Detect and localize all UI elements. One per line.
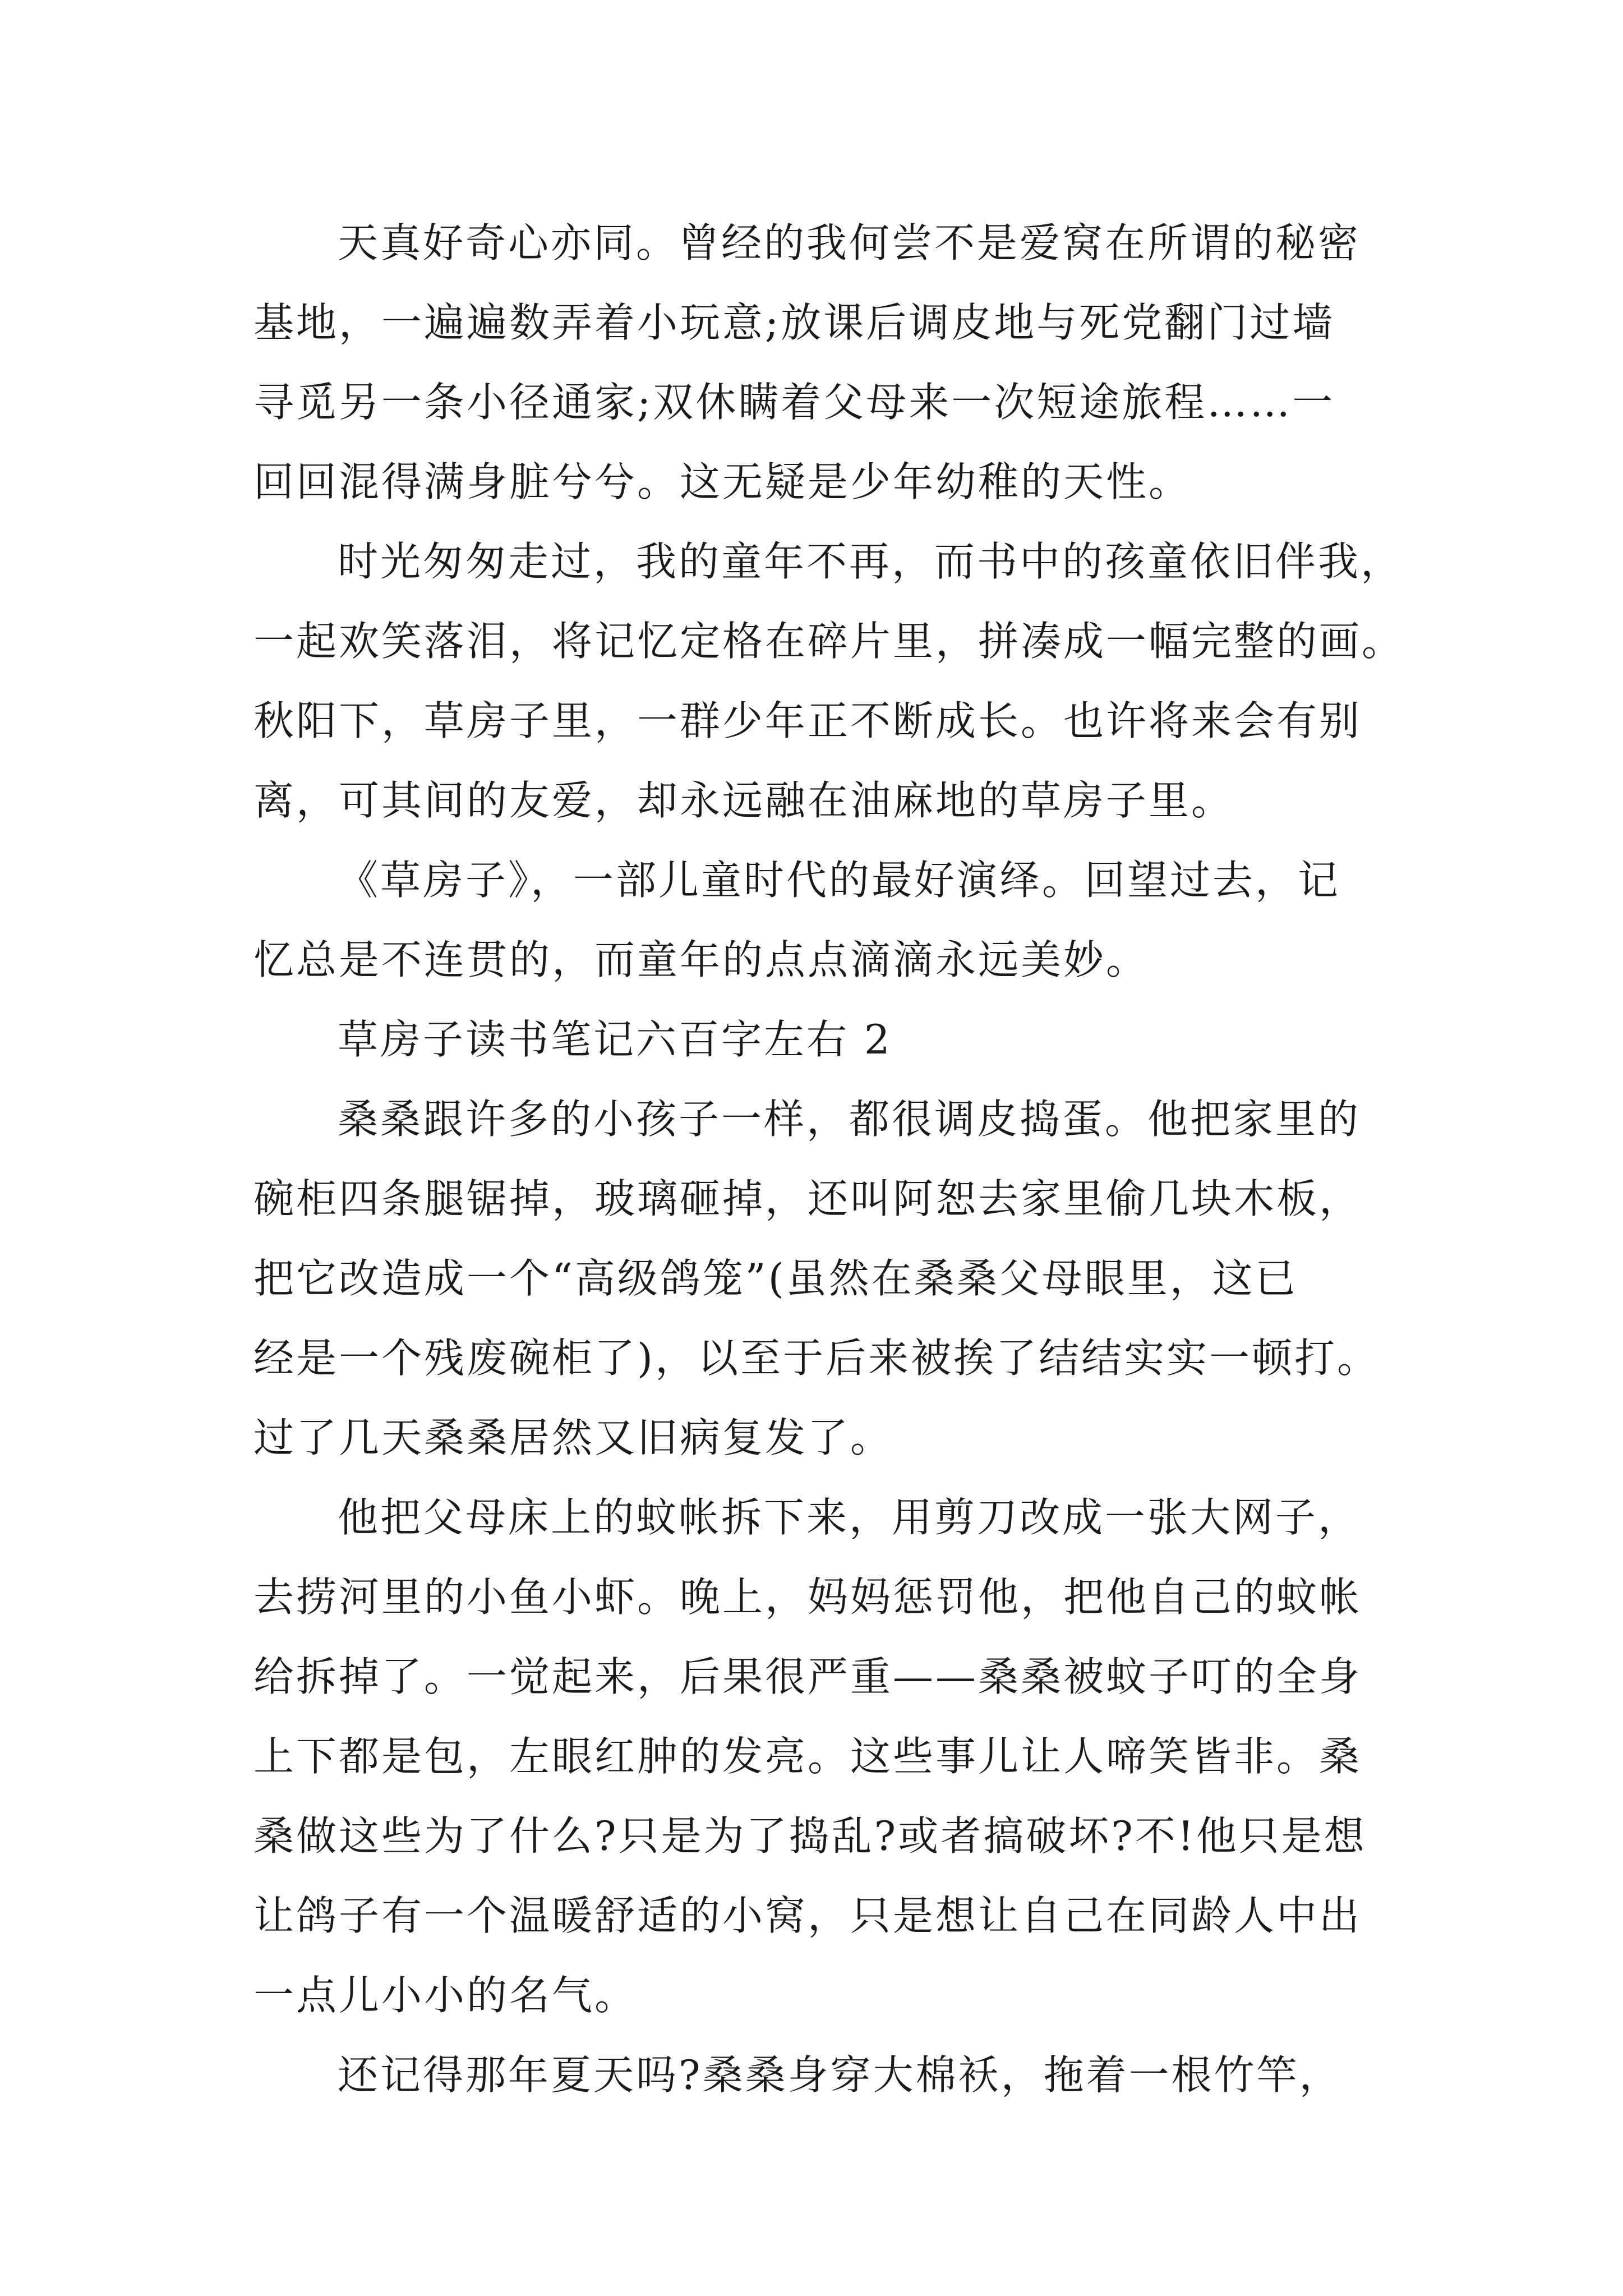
paragraph-line: 上下都是包，左眼红肿的发亮。这些事儿让人啼笑皆非。桑	[253, 1733, 1362, 1780]
paragraph-line: 一起欢笑落泪，将记忆定格在碎片里，拼凑成一幅完整的画。	[253, 618, 1405, 665]
paragraph-line: 忆总是不连贯的，而童年的点点滴滴永远美妙。	[253, 936, 1149, 983]
paragraph-line: 天真好奇心亦同。曾经的我何尝不是爱窝在所谓的秘密	[338, 219, 1361, 266]
paragraph-line: 经是一个残废碗柜了)，以至于后来被挨了结结实实一顿打。	[253, 1335, 1380, 1382]
paragraph-line: 去捞河里的小鱼小虾。晚上，妈妈惩罚他，把他自己的蚊帐	[253, 1573, 1362, 1621]
paragraph-line: 《草房子》，一部儿童时代的最好演绎。回望过去，记	[338, 857, 1341, 904]
paragraph-line: 还记得那年夏天吗?桑桑身穿大棉袄，拖着一根竹竿，	[338, 2051, 1342, 2099]
paragraph-line: 把它改造成一个“高级鸽笼”(虽然在桑桑父母眼里，这已	[253, 1255, 1298, 1302]
paragraph-line: 桑做这些为了什么?只是为了捣乱?或者搞破坏?不!他只是想	[253, 1812, 1367, 1860]
paragraph-line: 给拆掉了。一觉起来，后果很严重——桑桑被蚊子叮的全身	[253, 1653, 1362, 1700]
paragraph-line: 他把父母床上的蚊帐拆下来，用剪刀改成一张大网子，	[338, 1494, 1361, 1541]
paragraph-line: 离，可其间的友爱，却永远融在油麻地的草房子里。	[253, 777, 1234, 824]
paragraph-line: 回回混得满身脏兮兮。这无疑是少年幼稚的天性。	[253, 458, 1192, 505]
paragraph-line: 基地，一遍遍数弄着小玩意;放课后调皮地与死党翻门过墙	[253, 299, 1335, 346]
paragraph-line: 寻觅另一条小径通家;双休瞒着父母来一次短途旅程……一	[253, 379, 1335, 426]
section-heading: 草房子读书笔记六百字左右 2	[338, 1016, 892, 1063]
paragraph-line: 让鸽子有一个温暖舒适的小窝，只是想让自己在同龄人中出	[253, 1892, 1362, 1939]
paragraph-line: 时光匆匆走过，我的童年不再，而书中的孩童依旧伴我，	[338, 538, 1404, 585]
paragraph-line: 过了几天桑桑居然又旧病复发了。	[253, 1414, 893, 1461]
paragraph-line: 桑桑跟许多的小孩子一样，都很调皮捣蛋。他把家里的	[338, 1096, 1361, 1143]
paragraph-line: 碗柜四条腿锯掉，玻璃砸掉，还叫阿恕去家里偷几块木板，	[253, 1175, 1362, 1222]
paragraph-line: 一点儿小小的名气。	[253, 1972, 638, 2019]
paragraph-line: 秋阳下，草房子里，一群少年正不断成长。也许将来会有别	[253, 697, 1362, 744]
